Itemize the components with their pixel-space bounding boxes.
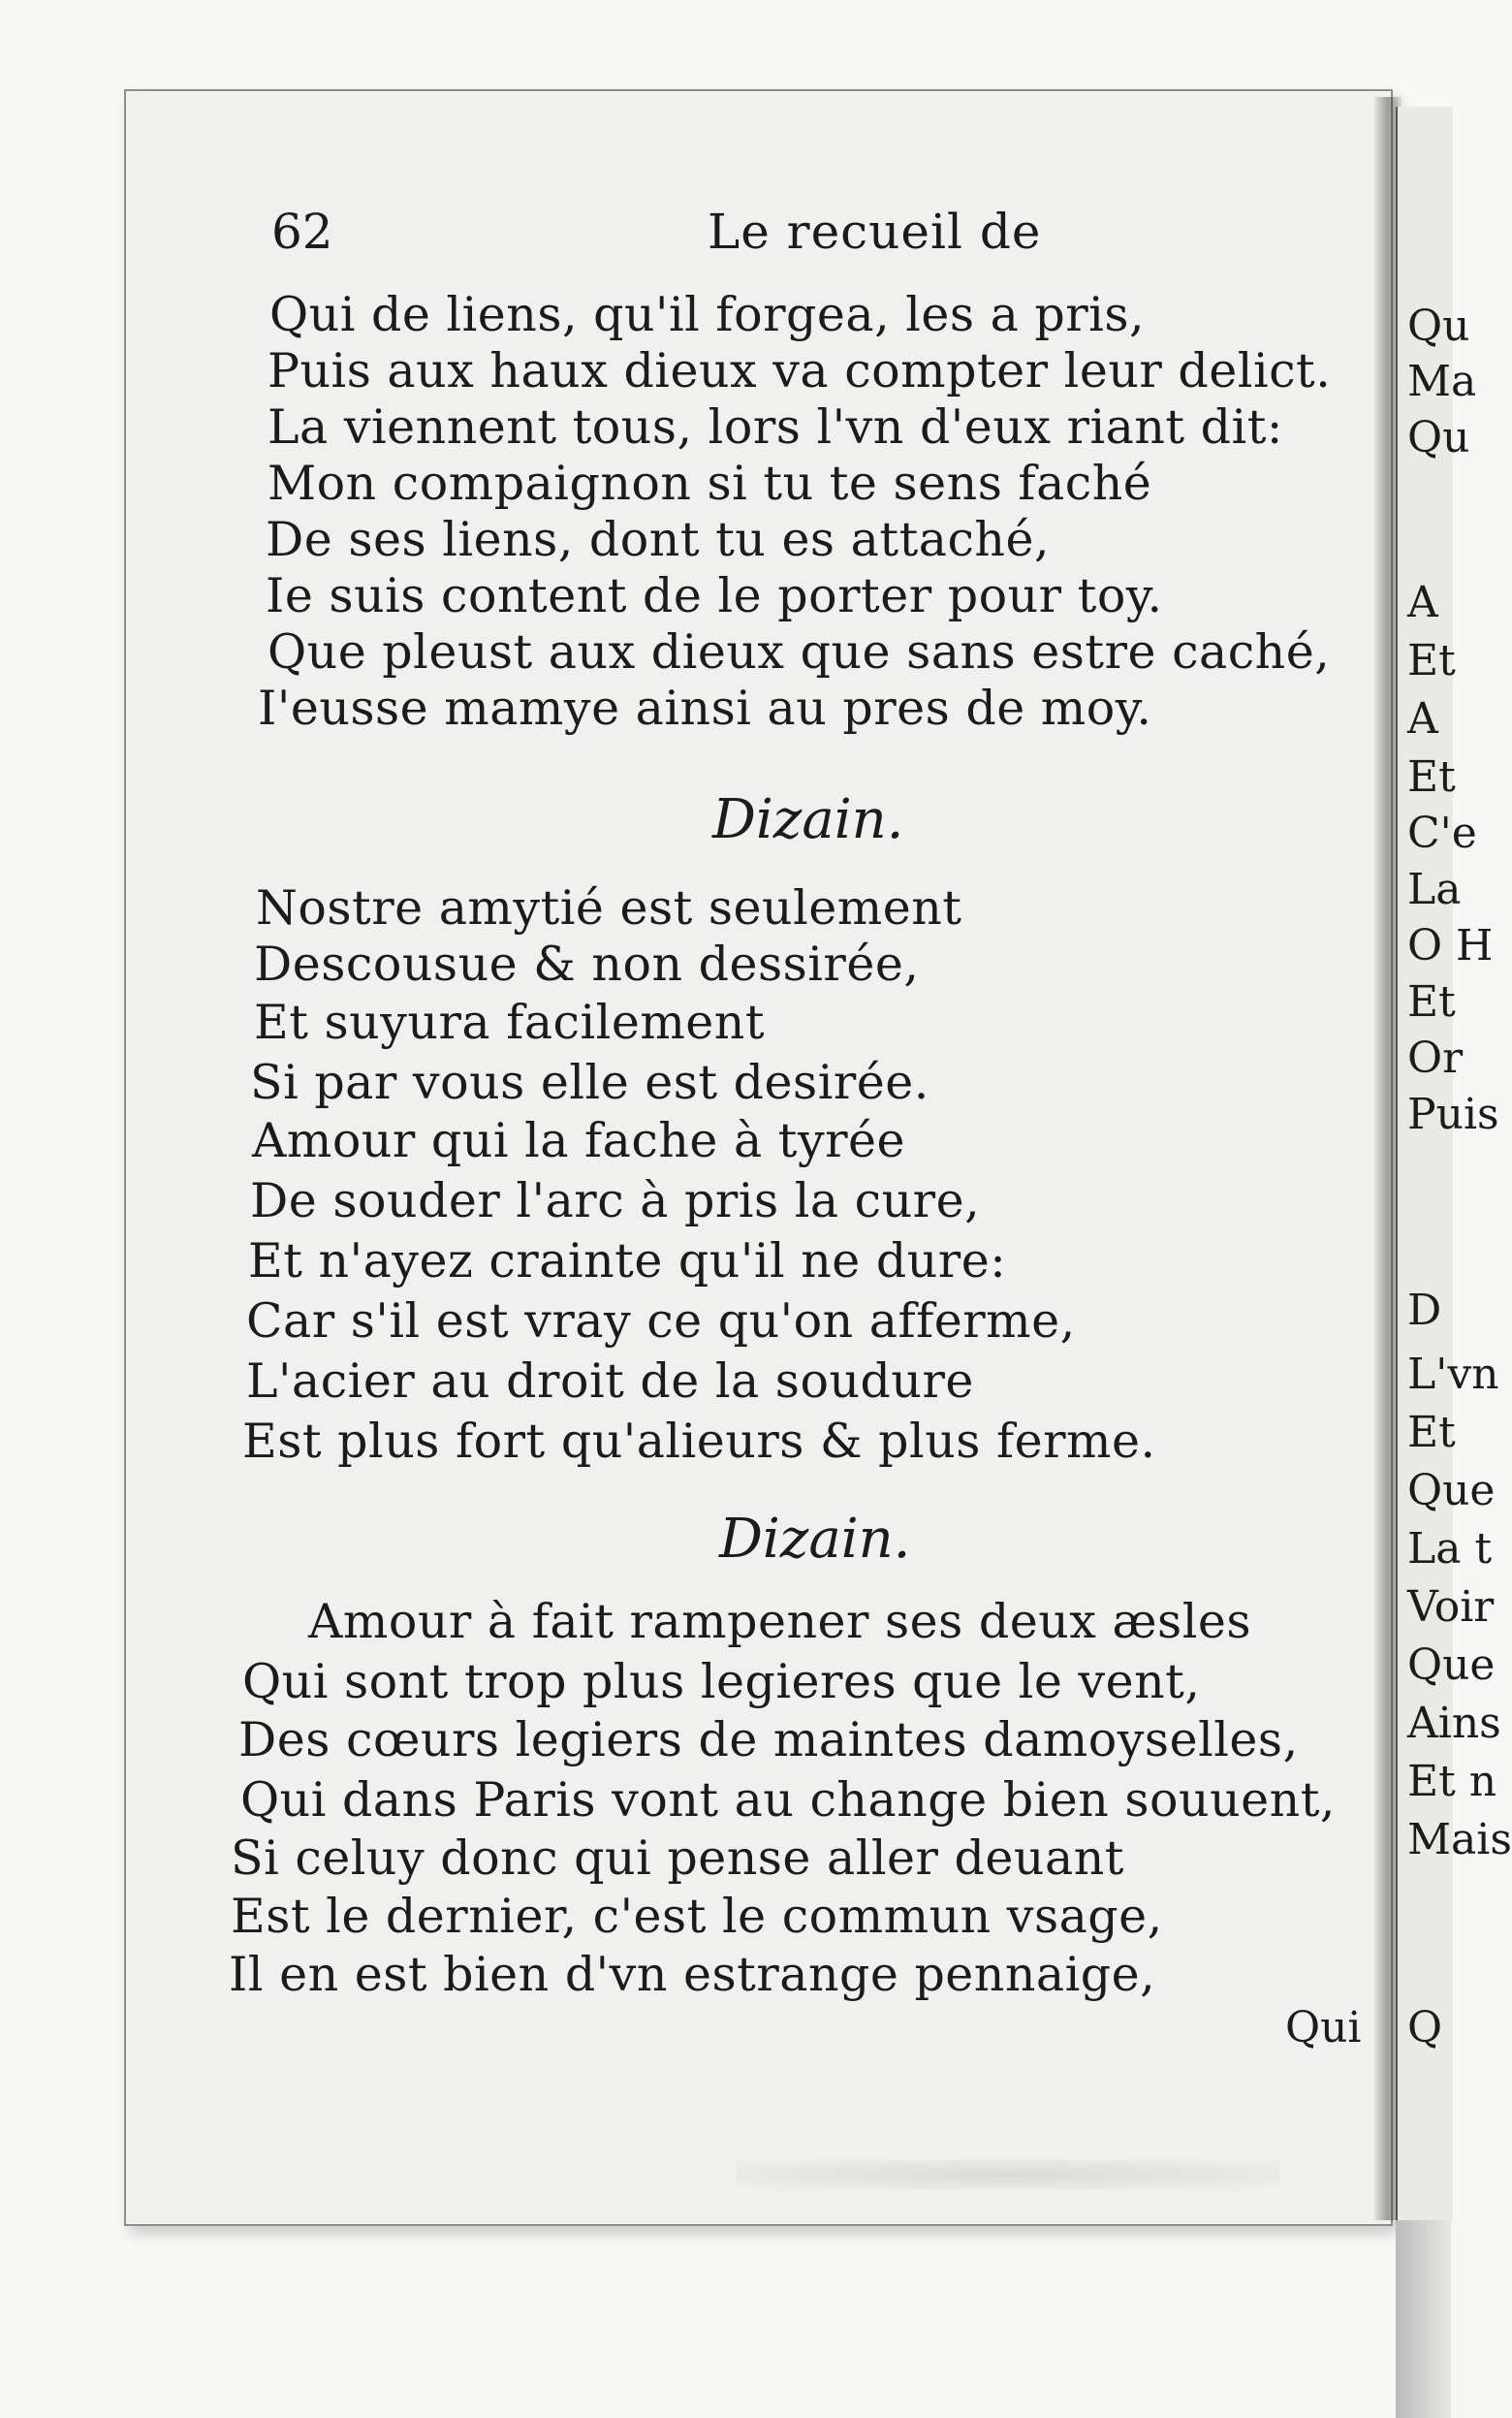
verse-line: Amour qui la fache à tyrée: [252, 1113, 906, 1168]
verse-line: De ses liens, dont tu es attaché,: [266, 512, 1051, 567]
facing-fragment: C'e: [1407, 809, 1477, 858]
verse-line: Puis aux haux dieux va compter leur delict.: [268, 343, 1332, 398]
facing-fragment: Or: [1407, 1034, 1464, 1083]
verse-line: Mon compaignon si tu te sens faché: [268, 456, 1152, 511]
verse-line: Qui de liens, qu'il forgea, les a pris,: [269, 287, 1146, 342]
facing-fragment: A: [1407, 694, 1438, 744]
verse-line: Et n'ayez crainte qu'il ne dure:: [248, 1233, 1007, 1289]
verse-line: Est plus fort qu'alieurs & plus ferme.: [242, 1414, 1156, 1469]
facing-fragment: La t: [1407, 1524, 1493, 1574]
verse-line: Ie suis content de le porter pour toy.: [266, 568, 1163, 623]
page-edge-shadow: [1396, 2220, 1451, 2418]
facing-fragment: Q: [1407, 2003, 1443, 2052]
facing-fragment: Puis: [1407, 1090, 1499, 1139]
facing-fragment: Voir: [1407, 1582, 1495, 1632]
verse-line: Des cœurs legiers de maintes damoyselles,: [238, 1712, 1299, 1767]
verse-line: Si par vous elle est desirée.: [250, 1055, 929, 1110]
verse-line: Est le dernier, c'est le commun vsage,: [231, 1889, 1163, 1944]
verse-line: Qui sont trop plus legieres que le vent,: [242, 1654, 1201, 1709]
facing-fragment: Et: [1407, 636, 1456, 685]
facing-page-edge: [1396, 107, 1512, 2220]
running-title: Le recueil de: [708, 204, 1042, 260]
verse-line: Qui dans Paris vont au change bien souuent,: [240, 1772, 1336, 1828]
facing-fragment: O H: [1407, 921, 1494, 970]
facing-fragment: Et: [1407, 1408, 1456, 1457]
verse-line: Il en est bien d'vn estrange pennaige,: [229, 1947, 1156, 2002]
facing-fragment: Qu: [1407, 302, 1470, 351]
verse-line: L'acier au droit de la soudure: [246, 1353, 974, 1409]
poem-title: Dizain.: [719, 1508, 911, 1571]
verse-line: De souder l'arc à pris la cure,: [250, 1173, 981, 1228]
facing-fragment: A: [1407, 578, 1438, 627]
facing-fragment: Ains: [1407, 1699, 1501, 1748]
page-number: 62: [271, 204, 333, 260]
facing-fragment: La: [1407, 865, 1462, 914]
verse-line: Si celuy donc qui pense aller deuant: [231, 1830, 1124, 1886]
catchword: Qui: [1285, 2003, 1362, 2052]
paper-stain: [737, 2160, 1279, 2189]
facing-fragment: Mais: [1407, 1815, 1512, 1864]
facing-fragment: Et: [1407, 752, 1456, 802]
facing-fragment: Que: [1407, 1640, 1496, 1690]
verse-line: Amour à fait rampener ses deux æsles: [308, 1594, 1252, 1649]
verse-line: Car s'il est vray ce qu'on afferme,: [246, 1293, 1076, 1349]
verse-line: Que pleust aux dieux que sans estre caché,: [268, 624, 1331, 680]
facing-fragment: Qu: [1407, 413, 1470, 462]
verse-line: Descousue & non dessirée,: [254, 937, 920, 992]
verse-line: I'eusse mamye ainsi au pres de moy.: [258, 681, 1152, 736]
poem-title: Dizain.: [712, 788, 904, 851]
facing-fragment: Et: [1407, 977, 1456, 1027]
facing-fragment: D: [1407, 1286, 1442, 1335]
facing-fragment: Ma: [1407, 357, 1477, 406]
facing-fragment: L'vn: [1407, 1350, 1499, 1399]
verse-line: Et suyura facilement: [254, 995, 766, 1050]
verse-line: Nostre amytié est seulement: [256, 880, 962, 936]
facing-fragment: Et n: [1407, 1757, 1497, 1806]
verse-line: La viennent tous, lors l'vn d'eux riant dit:: [268, 399, 1283, 455]
page-header: [0, 204, 1451, 262]
facing-fragment: Que: [1407, 1466, 1496, 1515]
